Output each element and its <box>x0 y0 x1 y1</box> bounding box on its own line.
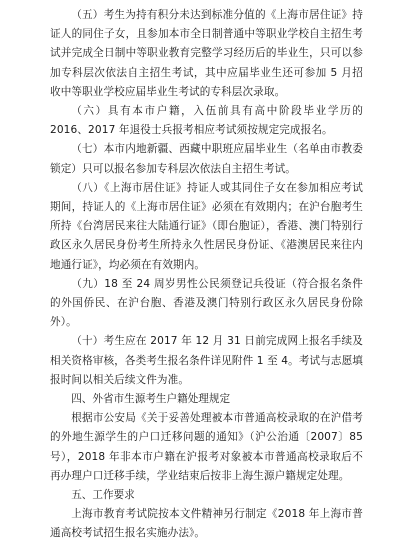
paragraph-6: （六）具有本市户籍，入伍前具有高中阶段毕业学历的 2016、2017 年退役士兵报考相应考试须按规定完成报名。 <box>50 105 363 137</box>
section-4-heading: 四、外省市生源考生户籍处理规定 <box>71 393 231 406</box>
section-5-paragraph: 上海市教育考试院按本文件精神另行制定《2018 年上海市普通高校考试招生报名实施办法》。 <box>50 508 363 540</box>
paragraph-10: （十）考生应在 2017 年 12 月 31 日前完成网上报名手续及相关资格审核，各类考生报名条件详见附件 1 至 4。考试与志愿填报时间以相关后续文件为准。 <box>50 335 363 386</box>
section-4-paragraph: 根据市公安局《关于妥善处理被本市普通高校录取的在沪借考的外地生源学生的户口迁移问题的通知》（沪公治通〔2007〕85 号），2018 年非本市户籍在沪报考对象被本市普通高校录取后不再办理户口迁移手续，学业结束后按非上海生源户籍规定处理。 <box>50 412 363 482</box>
section-5-heading: 五、工作要求 <box>71 489 135 502</box>
paragraph-7: （七）本市内地新疆、西藏中职班应届毕业生（名单由市教委锁定）只可以报名参加专科层次依法自主招生考试。 <box>50 143 363 175</box>
paragraph-9: （九）18 至 24 周岁男性公民须登记兵役证（符合报名条件的外国侨民、在沪台胞、香港及澳门特别行政区永久居民身份除外）。 <box>50 277 363 329</box>
paragraph-8: （八）《上海市居住证》持证人或其同住子女在参加相应考试期间，持证人的《上海市居住证》必须在有效期内；在沪台胞考生所持《台湾居民来往大陆通行证》（即台胞证），香港、澳门特别行政区永久居民身份考生所持永久性居民身份证、《港澳居民来往内地通行证》，均必须在有效期内。 <box>50 181 363 271</box>
paragraph-5: （五）考生为持有积分未达到标准分值的《上海市居住证》持证人的同住子女，且参加本市全日制普通中等职业学校自主招生考试并完成全日制中等职业教育完整学习经历后的毕业生，只可以参加专科层次依法自主招生考试，其中应届毕业生还可参加 5 月招收中等职业学校应届毕业生考试的专科层次录取。 <box>50 9 363 98</box>
